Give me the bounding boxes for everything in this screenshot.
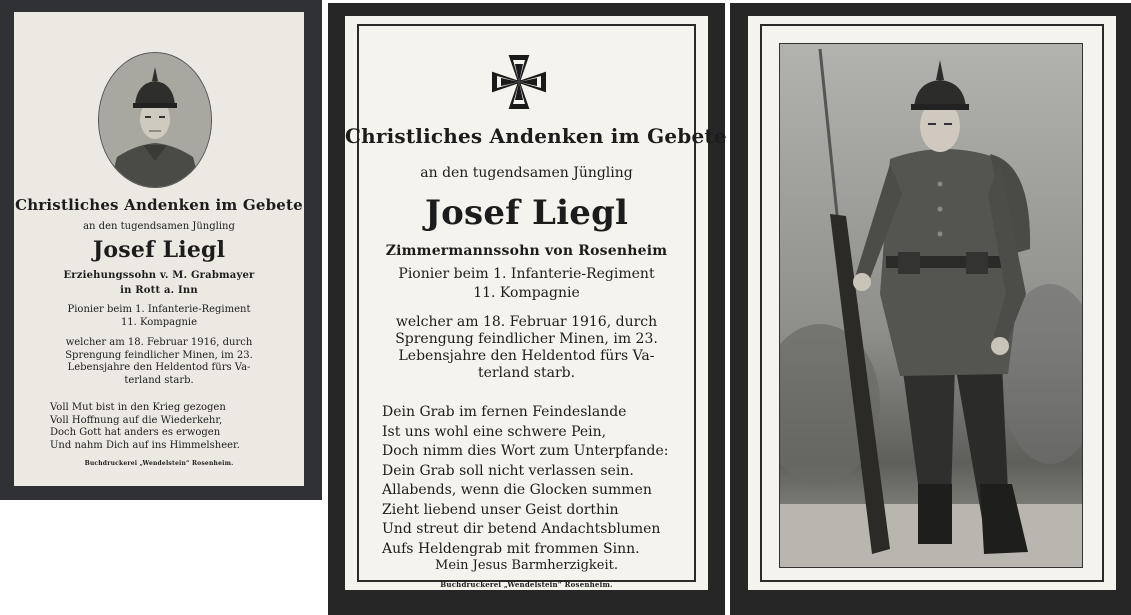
printer-credit: Buchdruckerei „Wendelstein“ Rosenheim.: [440, 580, 613, 589]
printer-credit: Buchdruckerei „Wendelstein“ Rosenheim.: [84, 460, 234, 467]
death-line: terland starb.: [477, 365, 576, 381]
death-line: terland starb.: [124, 374, 194, 386]
verse: [50, 402, 240, 452]
card-heading: Christliches Andenken im Gebete: [15, 196, 303, 214]
verse-line: Doch nimm dies Wort zum Unterpfande:: [382, 443, 669, 459]
verse: [382, 403, 668, 559]
death-line: welcher am 18. Februar 1916, durch: [395, 314, 658, 330]
closing-prayer: Mein Jesus Barmherzigkeit.: [435, 558, 618, 573]
relation-line: Erziehungssohn v. M. Grabmayer: [63, 270, 255, 281]
soldier-portrait-photo: [779, 43, 1083, 568]
unit-line: Pionier beim 1. Infanterie-Regiment: [398, 266, 655, 282]
verse-line: Aufs Heldengrab mit frommen Sinn.: [382, 540, 640, 557]
verse-line: Dein Grab soll nicht verlassen sein.: [382, 462, 634, 479]
verse-line: Ist uns wohl eine schwere Pein,: [382, 423, 607, 440]
deceased-name: Josef Liegl: [424, 193, 629, 233]
verse-line: Und streut dir betend Andachtsblumen: [382, 521, 661, 537]
death-notice: [14, 337, 304, 387]
intro-text: an den tugendsamen Jüngling: [83, 221, 235, 232]
deceased-name: Josef Liegl: [92, 237, 226, 263]
verse-line: Und nahm Dich auf ins Himmelsheer.: [50, 439, 240, 451]
verse-line: Zieht liebend unser Geist dorthin: [382, 501, 619, 518]
verse-line: Voll Mut bist in den Krieg gezogen: [50, 402, 226, 413]
relation-line: Zimmermannssohn von Rosenheim: [385, 243, 668, 259]
card-heading: Christliches Andenken im Gebete: [345, 124, 727, 148]
iron-cross-icon: [489, 52, 549, 112]
death-line: Sprengung feindlicher Minen, im 23.: [65, 349, 253, 361]
death-line: Sprengung feindlicher Minen, im 23.: [395, 331, 658, 347]
death-line: Lebensjahre den Heldentod fürs Va-: [398, 348, 655, 364]
death-notice: [345, 314, 708, 382]
intro-text: an den tugendsamen Jüngling: [420, 165, 633, 181]
death-line: welcher am 18. Februar 1916, durch: [65, 337, 253, 348]
unit-line: Pionier beim 1. Infanterie-Regiment: [67, 304, 251, 315]
oval-portrait-photo: [98, 52, 212, 188]
verse-line: Allabends, wenn die Glocken summen: [382, 482, 652, 498]
company-line: 11. Kompagnie: [120, 317, 198, 328]
death-line: Lebensjahre den Heldentod fürs Va-: [67, 362, 251, 373]
place-line: in Rott a. Inn: [120, 285, 198, 296]
verse-line: Dein Grab im fernen Feindeslande: [382, 404, 627, 420]
company-line: 11. Kompagnie: [473, 285, 580, 301]
verse-line: Doch Gott hat anders es erwogen: [50, 427, 221, 438]
verse-line: Voll Hoffnung auf die Wiederkehr,: [50, 414, 223, 426]
